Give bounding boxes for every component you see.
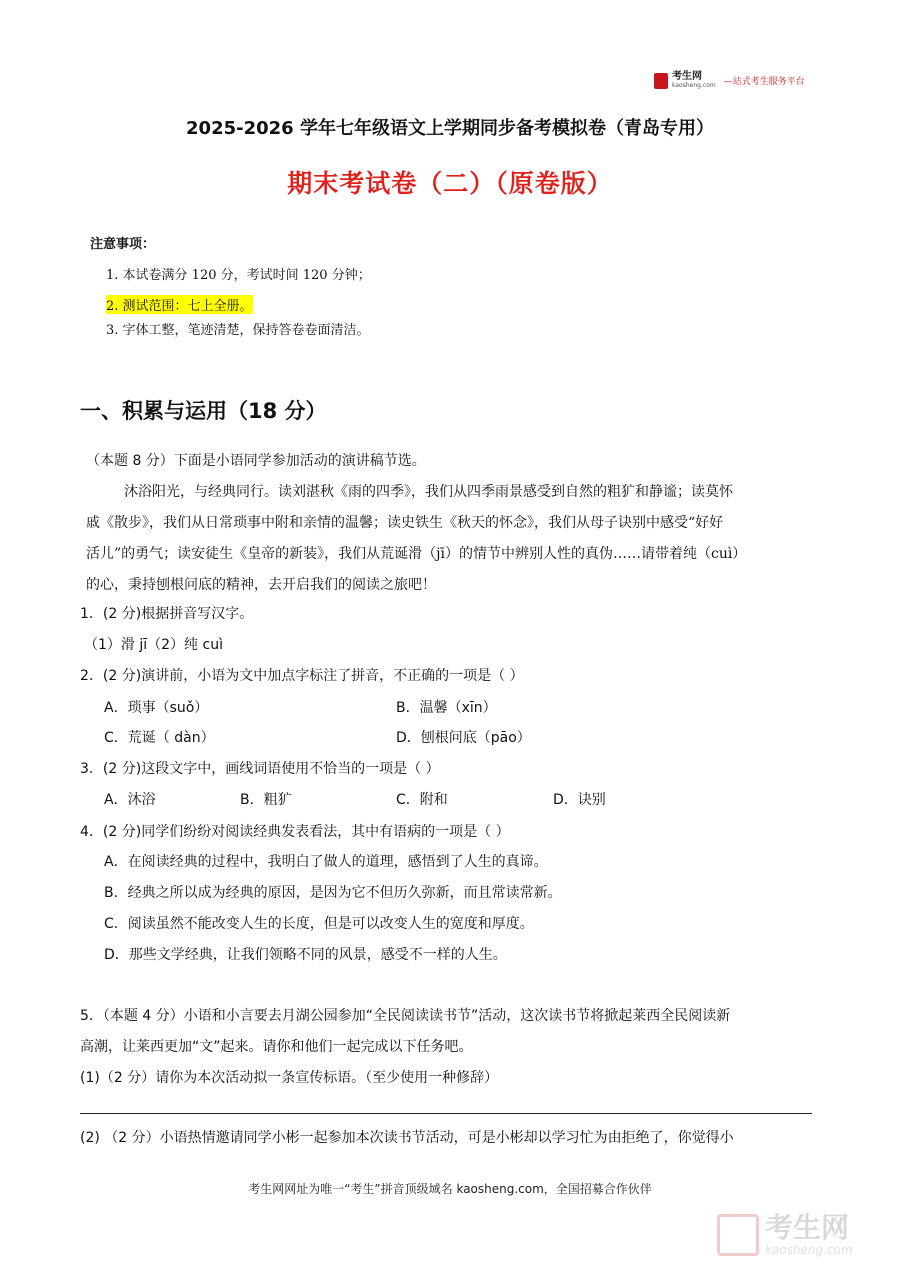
question-1-items: （1）滑 jī（2）纯 cuì <box>84 637 223 653</box>
logo-text-group <box>672 72 716 89</box>
question-4-option: C．阅读虽然不能改变人生的长度，但是可以改变人生的宽度和厚度。 <box>104 916 534 932</box>
question-2-option: C．荒诞（ dàn） <box>104 730 215 746</box>
question-4-stem: 4．(2 分)同学们纷纷对阅读经典发表看法，其中有语病的一项是（ ） <box>80 824 510 840</box>
watermark-url: kaosheng.com <box>765 1243 853 1257</box>
logo-icon <box>654 73 668 89</box>
notice-item: 3. 字体工整，笔迹清楚，保持答卷卷面清洁。 <box>106 323 370 338</box>
passage-line: 沐浴阳光，与经典同行。读刘湛秋《雨的四季》，我们从四季雨景感受到自然的粗犷和静谧；读莫怀 <box>124 484 733 500</box>
passage-line: 的心，秉持刨根问底的精神，去开启我们的阅读之旅吧！ <box>86 577 436 593</box>
question-5-line: 高潮，让莱西更加“文”起来。请你和他们一起完成以下任务吧。 <box>80 1039 473 1055</box>
page-subtitle: 期末考试卷（二）（原卷版） <box>287 169 613 198</box>
question-2-option: B．温馨（xīn） <box>396 700 497 716</box>
question-3-stem: 3．(2 分)这段文字中，画线词语使用不恰当的一项是（ ） <box>80 761 440 777</box>
question-intro: （本题 8 分）下面是小语同学参加活动的演讲稿节选。 <box>86 453 426 469</box>
logo-domain: kaosheng.com <box>672 82 716 89</box>
question-2-stem: 2．(2 分)演讲前，小语为文中加点字标注了拼音，不正确的一项是（ ） <box>80 668 524 684</box>
question-4-option: D．那些文学经典，让我们领略不同的风景，感受不一样的人生。 <box>104 947 507 963</box>
question-3-option: A．沐浴 <box>104 792 156 808</box>
passage-line: 活儿”的勇气；读安徒生《皇帝的新装》，我们从荒诞滑（jī）的情节中辨别人性的真伪……请带着纯（cuì） <box>86 546 747 562</box>
question-1-stem: 1．(2 分)根据拼音写汉字。 <box>80 606 254 622</box>
passage-line: 戚《散步》，我们从日常琐事中附和亲情的温馨；读史铁生《秋天的怀念》，我们从母子诀别中感受“好好 <box>86 515 724 531</box>
question-3-option: C．附和 <box>396 792 448 808</box>
notice-item-highlighted: 2. 测试范围：七上全册。 <box>106 295 253 314</box>
question-4-option: A．在阅读经典的过程中，我明白了做人的道理，感悟到了人生的真谛。 <box>104 854 548 870</box>
answer-line <box>80 1113 812 1114</box>
question-4-option: B．经典之所以成为经典的原因，是因为它不但历久弥新，而且常读常新。 <box>104 885 562 901</box>
question-3-option: B．粗犷 <box>240 792 292 808</box>
notice-item: 1. 本试卷满分 120 分，考试时间 120 分钟； <box>106 268 371 283</box>
section-heading: 一、积累与运用（18 分） <box>80 399 327 423</box>
question-2-option: D．刨根问底（pāo） <box>396 730 531 746</box>
logo-slogan: —站式考生服务平台 <box>723 77 805 87</box>
watermark-text: 考生网 <box>765 1211 850 1244</box>
question-3-option: D．诀别 <box>553 792 606 808</box>
question-2-option: A．琐事（suǒ） <box>104 700 209 716</box>
question-5-sub1: (1)（2 分）请你为本次活动拟一条宣传标语。（至少使用一种修辞） <box>80 1070 499 1086</box>
page-title: 2025-2026 学年七年级语文上学期同步备考模拟卷（青岛专用） <box>186 118 714 139</box>
watermark <box>717 1213 853 1257</box>
question-5-sub2: (2) （2 分）小语热情邀请同学小彬一起参加本次读书节活动，可是小彬却以学习忙为由拒绝了，你觉得小 <box>80 1130 734 1146</box>
watermark-text-group <box>765 1213 853 1257</box>
page-footer: 考生网网址为唯一“考生”拼音顶级域名 kaosheng.com，全国招募合作伙伴 <box>248 1182 652 1196</box>
header-logo <box>654 72 805 89</box>
watermark-logo-icon <box>717 1214 759 1256</box>
notice-heading: 注意事项： <box>90 237 156 252</box>
question-5-line: 5．（本题 4 分）小语和小言要去月湖公园参加“全民阅读读书节”活动，这次读书节将掀起莱西全民阅读新 <box>80 1008 731 1024</box>
logo-name: 考生网 <box>672 71 702 82</box>
